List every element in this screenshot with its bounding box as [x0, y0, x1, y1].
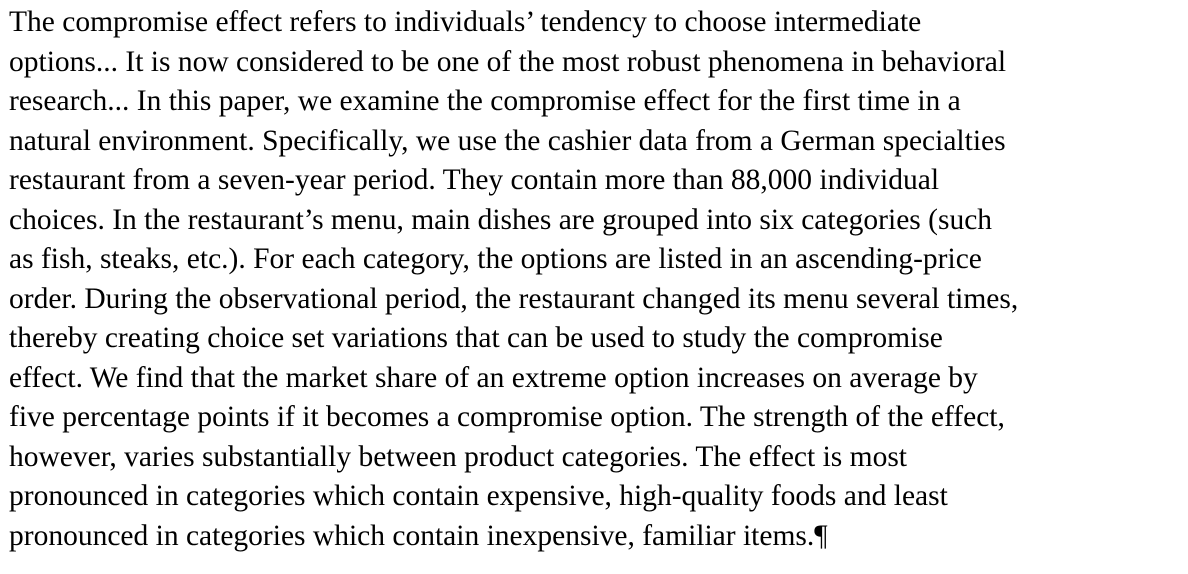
paragraph-line: thereby creating choice set variations that can be used to study the compromise: [9, 322, 943, 354]
paragraph-line: pronounced in categories which contain inexpensive, familiar items.¶: [9, 519, 828, 552]
paragraph-line: The compromise effect refers to individuals’ tendency to choose intermediate: [9, 6, 922, 38]
paragraph-line: options... It is now considered to be one of the most robust phenomena in behavioral: [9, 45, 1007, 78]
paragraph-line: choices. In the restaurant’s menu, main dishes are grouped into six categories (such: [9, 203, 993, 236]
paragraph-line: restaurant from a seven-year period. They contain more than 88,000 individual: [9, 164, 940, 196]
paragraph-line: order. During the observational period, the restaurant changed its menu several times,: [9, 282, 1019, 315]
paragraph-line: however, varies substantially between product categories. The effect is most: [9, 440, 908, 473]
paragraph-line: research... In this paper, we examine the compromise effect for the first time in a: [9, 85, 961, 117]
paragraph-line: pronounced in categories which contain expensive, high-quality foods and least: [9, 480, 948, 512]
paragraph-line: natural environment. Specifically, we use the cashier data from a German specialties: [9, 124, 1006, 157]
paragraph-line: as fish, steaks, etc.). For each category, the options are listed in an ascending-price: [9, 243, 982, 275]
paragraph-line: effect. We find that the market share of an extreme option increases on average by: [9, 361, 978, 394]
document-paragraph: [9, 3, 1185, 556]
paragraph-line: five percentage points if it becomes a compromise option. The strength of the effect,: [9, 401, 1005, 433]
